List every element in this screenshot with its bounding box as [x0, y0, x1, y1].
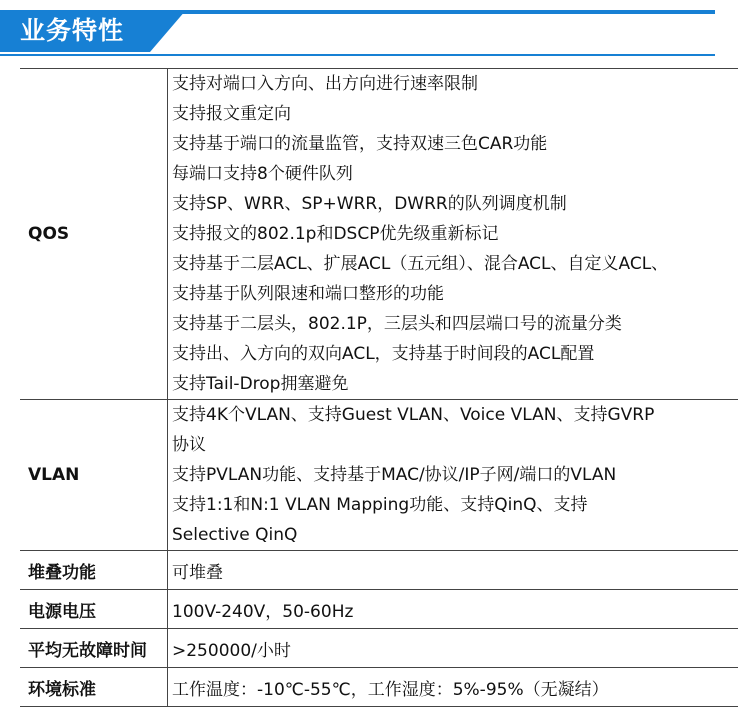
- value-line: 支持PVLAN功能、支持基于MAC/协议/IP子网/端口的VLAN: [172, 465, 617, 485]
- row-key: 平均无故障时间: [20, 629, 168, 668]
- row-value: 可堆叠: [168, 551, 739, 590]
- value-line: 支持基于端口的流量监管，支持双速三色CAR功能: [172, 134, 548, 154]
- value-line: 支持1:1和N:1 VLAN Mapping功能、支持QinQ、支持: [172, 495, 588, 515]
- value-line: 支持对端口入方向、出方向进行速率限制: [172, 74, 478, 94]
- header-banner-slant: [150, 10, 186, 52]
- row-key: 电源电压: [20, 590, 168, 629]
- table-row-environment: [20, 668, 738, 707]
- section-title: 业务特性: [20, 16, 125, 45]
- table-row-vlan: [20, 400, 738, 551]
- table-row-qos: [20, 69, 738, 400]
- value-line: 支持Tail-Drop拥塞避免: [172, 374, 349, 394]
- row-value: [168, 69, 739, 400]
- row-key: VLAN: [20, 400, 168, 551]
- value-line: 支持基于队列限速和端口整形的功能: [172, 284, 444, 304]
- row-value: >250000/小时: [168, 629, 739, 668]
- row-value: 100V-240V，50-60Hz: [168, 590, 739, 629]
- row-key: 堆叠功能: [20, 551, 168, 590]
- table-row-mtbf: [20, 629, 738, 668]
- table-row-stacking: [20, 551, 738, 590]
- row-key: 环境标准: [20, 668, 168, 707]
- row-key: QOS: [20, 69, 168, 400]
- value-line: 支持基于二层头，802.1P，三层头和四层端口号的流量分类: [172, 314, 622, 334]
- table-row-power: [20, 590, 738, 629]
- value-line: Selective QinQ: [172, 525, 298, 545]
- value-line: 每端口支持8个硬件队列: [172, 164, 353, 184]
- spec-table: [20, 68, 738, 707]
- value-line: 支持SP、WRR、SP+WRR，DWRR的队列调度机制: [172, 194, 567, 214]
- value-line: 支持4K个VLAN、支持Guest VLAN、Voice VLAN、支持GVRP: [172, 405, 655, 425]
- value-line: 支持出、入方向的双向ACL，支持基于时间段的ACL配置: [172, 344, 595, 364]
- header-bottom-rule: [0, 54, 715, 56]
- row-value: 工作温度：-10℃-55℃，工作湿度：5%-95%（无凝结）: [168, 668, 739, 707]
- value-line: 支持报文的802.1p和DSCP优先级重新标记: [172, 224, 499, 244]
- row-value: [168, 400, 739, 551]
- header-top-rule: [150, 10, 715, 14]
- section-header: [0, 0, 743, 58]
- value-line: 支持基于二层ACL、扩展ACL（五元组）、混合ACL、自定义ACL、: [172, 254, 669, 274]
- value-line: 支持报文重定向: [172, 104, 291, 124]
- value-line: 协议: [172, 435, 206, 455]
